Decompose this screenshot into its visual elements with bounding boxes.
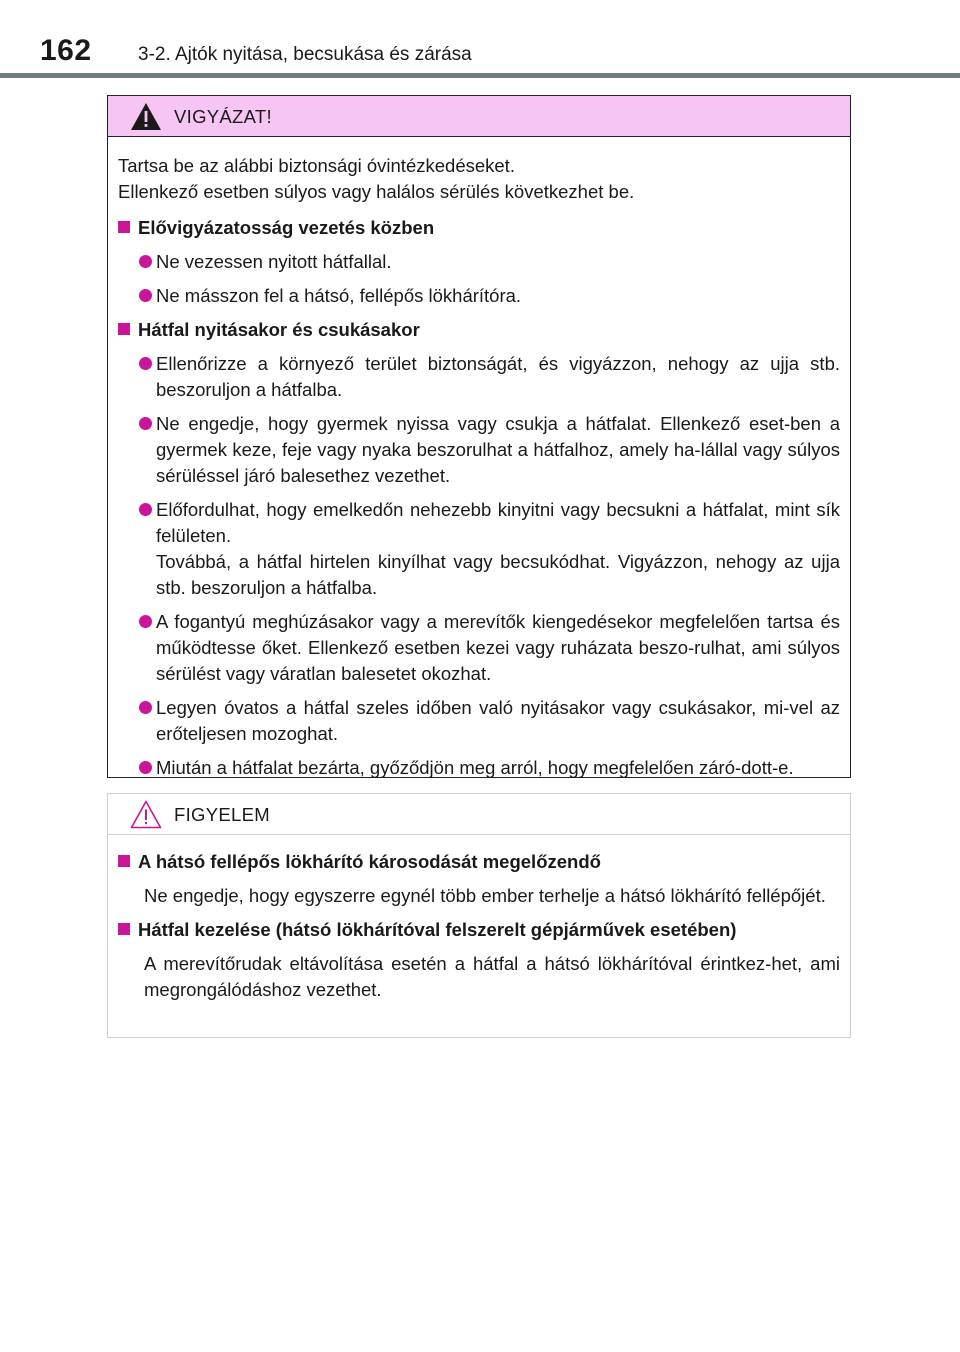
section-heading: Elővigyázatosság vezetés közben (118, 215, 840, 241)
round-bullet-icon (139, 417, 152, 430)
warning-box (107, 95, 851, 778)
list-item: Ne engedje, hogy gyermek nyissa vagy csukja a hátfalat. Ellenkező eset-ben a gyermek keze, feje vagy nyaka beszorulhat a hátfalhoz, amely ha-lállal vagy súlyos sérüléssel járó balesethez vezethet. (118, 411, 840, 489)
list-item: Ne vezessen nyitott hátfallal. (118, 249, 840, 275)
list-item: Legyen óvatos a hátfal szeles időben való nyitásakor vagy csukásakor, mi-vel az erőteljesen mozoghat. (118, 695, 840, 747)
square-bullet-icon (118, 923, 130, 935)
section-heading: Hátfal kezelése (hátsó lökhárítóval felszerelt gépjárművek esetében) (118, 917, 840, 943)
round-bullet-icon (139, 761, 152, 774)
notice-body (108, 835, 850, 1003)
square-bullet-icon (118, 855, 130, 867)
round-bullet-icon (139, 289, 152, 302)
intro-line: Tartsa be az alábbi biztonsági óvintézkedéseket. (118, 155, 515, 176)
square-bullet-icon (118, 221, 130, 233)
round-bullet-icon (139, 615, 152, 628)
round-bullet-icon (139, 503, 152, 516)
warning-body (108, 137, 850, 781)
caution-triangle-icon (130, 800, 162, 829)
notice-header (108, 794, 850, 835)
header-rule (0, 73, 960, 78)
notice-box (107, 793, 851, 1038)
list-item: Ne másszon fel a hátsó, fellépős lökhárítóra. (118, 283, 840, 309)
page-number: 162 (40, 34, 92, 67)
round-bullet-icon (139, 701, 152, 714)
section-heading: Hátfal nyitásakor és csukásakor (118, 317, 840, 343)
list-item: Ellenőrizze a környező terület biztonságát, és vigyázzon, nehogy az ujja stb. beszoruljon a hátfalba. (118, 351, 840, 403)
warning-triangle-icon (130, 102, 162, 131)
intro-line: Ellenkező esetben súlyos vagy halálos sérülés következhet be. (118, 181, 635, 202)
round-bullet-icon (139, 255, 152, 268)
round-bullet-icon (139, 357, 152, 370)
list-item: A fogantyú meghúzásakor vagy a merevítők kiengedésekor megfelelően tartsa és működtesse őket. Ellenkező esetben kezei vagy ruházata beszo-rulhat, ami súlyos sérülést vagy váratlan balesetet okozhat. (118, 609, 840, 687)
notice-text: A merevítőrudak eltávolítása esetén a hátfal a hátsó lökhárítóval érintkez-het, ami megrongálódáshoz vezethet. (144, 953, 840, 1000)
list-item: Miután a hátfalat bezárta, győződjön meg arról, hogy megfelelően záró-dott-e. (118, 755, 840, 781)
list-item: Előfordulhat, hogy emelkedőn nehezebb kinyitni vagy becsukni a hátfalat, mint sík felületen. Továbbá, a hátfal hirtelen kinyílhat vagy becsukódhat. Vigyázzon, nehogy az ujja stb. beszoruljon a hátfalba. (118, 497, 840, 601)
section-heading: A hátsó fellépős lökhárító károsodását megelőzendő (118, 849, 840, 875)
warning-header (108, 96, 850, 137)
warning-label: VIGYÁZAT! (174, 106, 272, 127)
section-title: 3-2. Ajtók nyitása, becsukása és zárása (138, 44, 472, 65)
square-bullet-icon (118, 323, 130, 335)
warning-intro (118, 153, 840, 205)
notice-text: Ne engedje, hogy egyszerre egynél több ember terhelje a hátsó lökhárító fellépőjét. (144, 885, 826, 906)
page-header (0, 0, 960, 80)
notice-label: FIGYELEM (174, 804, 270, 825)
